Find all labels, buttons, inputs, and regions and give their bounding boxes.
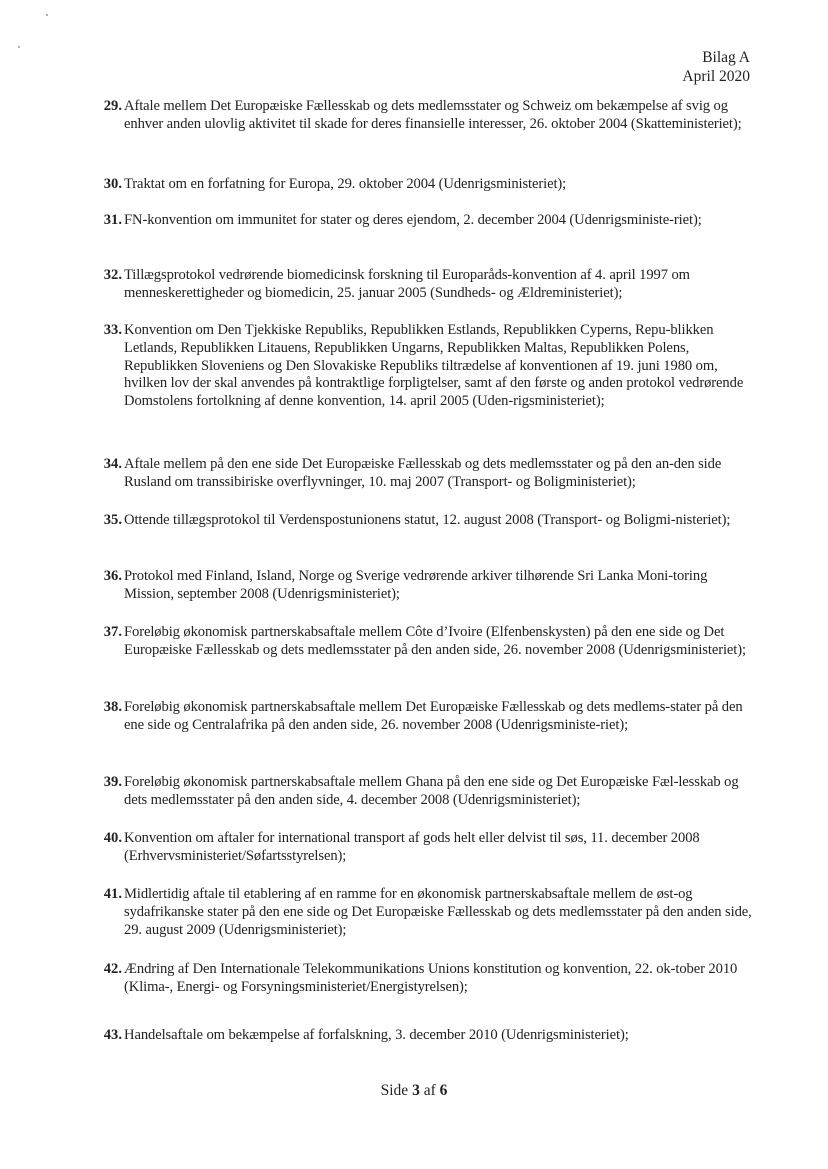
item-text: Handelsaftale om bekæmpelse af forfalskning, 3. december 2010 (Udenrigsministeriet);	[124, 1027, 629, 1043]
item-text: Ottende tillægsprotokol til Verdenspostunionens statut, 12. august 2008 (Transport- og Boligmi-nisteriet);	[124, 512, 731, 528]
item-number: 33.	[103, 322, 122, 338]
item-number: 35.	[103, 512, 122, 528]
item-text: Traktat om en forfatning for Europa, 29. oktober 2004 (Udenrigsministeriet);	[124, 176, 567, 192]
item-number: 34.	[103, 456, 122, 472]
list-item	[96, 624, 756, 660]
list-item	[96, 176, 756, 194]
item-text: Konvention om Den Tjekkiske Republiks, Republikken Estlands, Republikken Cyperns, Repu-blikken Letlands, Republikken Litauens, Republikken Ungarns, Republikken Maltas, Republikken Polens, Republikken Sloveniens og Den Slovakiske Republiks tiltrædelse af konventionen af 19. juni 1980 om, hvilken lov der skal anvendes på kontraktlige forpligtelser, samt af den første og anden protokol vedrørende Domstolens fortolkning af denne konvention, 14. april 2005 (Uden-rigsministeriet);	[124, 322, 744, 410]
item-text: Tillægsprotokol vedrørende biomedicinsk forskning til Europaråds-konvention af 4. april 1997 om menneskerettigheder og biomedicin, 25. januar 2005 (Sundheds- og Ældreministeriet);	[124, 267, 690, 301]
item-number: 32.	[103, 267, 122, 283]
page-header	[682, 48, 750, 86]
list-item	[96, 568, 756, 604]
page-separator: af	[419, 1082, 440, 1099]
item-number: 29.	[103, 98, 122, 114]
list-item	[96, 512, 756, 530]
list-item	[96, 267, 756, 303]
item-text: Protokol med Finland, Island, Norge og Sverige vedrørende arkiver tilhørende Sri Lanka Moni-toring Mission, september 2008 (Udenrigsministeriet);	[124, 568, 708, 602]
item-text: Foreløbig økonomisk partnerskabsaftale mellem Côte d’Ivoire (Elfenbenskysten) på den ene side og Det Europæiske Fællesskab og dets medlemsstater på den anden side, 26. november 2008 (Udenrigsministeriet);	[124, 624, 746, 658]
page-footer	[0, 1082, 828, 1100]
list-item	[96, 774, 756, 810]
list-item	[96, 1027, 756, 1045]
item-text: Foreløbig økonomisk partnerskabsaftale mellem Ghana på den ene side og Det Europæiske Fæl-lesskab og dets medlemsstater på den anden side, 4. december 2008 (Udenrigsministeriet);	[124, 774, 739, 808]
item-text: Konvention om aftaler for international transport af gods helt eller delvist til søs, 11. december 2008 (Erhvervsministeriet/Søfartsstyrelsen);	[124, 830, 700, 864]
item-text: Midlertidig aftale til etablering af en ramme for en økonomisk partnerskabsaftale mellem de øst-og sydafrikanske stater på den ene side og Det Europæiske Fællesskab og dets medlemsstater på den anden side, 29. august 2009 (Udenrigsministeriet);	[124, 886, 752, 938]
item-number: 40.	[103, 830, 122, 846]
item-number: 43.	[103, 1027, 122, 1043]
item-number: 30.	[103, 176, 122, 192]
item-text: Aftale mellem Det Europæiske Fællesskab og dets medlemsstater og Schweiz om bekæmpelse af svig og enhver anden ulovlig aktivitet til skade for deres finansielle interesser, 26. oktober 2004 (Skatteministeriet);	[124, 98, 742, 132]
item-text: Foreløbig økonomisk partnerskabsaftale mellem Det Europæiske Fællesskab og dets medlems-stater på den ene side og Centralafrika på den anden side, 26. november 2008 (Udenrigsministe-riet);	[124, 699, 743, 733]
item-number: 42.	[103, 961, 122, 977]
item-number: 41.	[103, 886, 122, 902]
page-prefix: Side	[380, 1082, 413, 1099]
list-item	[96, 456, 756, 492]
item-number: 36.	[103, 568, 122, 584]
list-item	[96, 830, 756, 866]
list-item	[96, 961, 756, 997]
page-current: 3	[412, 1082, 420, 1099]
item-number: 38.	[103, 699, 122, 715]
item-number: 39.	[103, 774, 122, 790]
page-total: 6	[439, 1082, 448, 1099]
list-item	[96, 98, 756, 134]
list-item	[96, 322, 756, 411]
list-item	[96, 212, 756, 230]
item-number: 31.	[103, 212, 122, 228]
appendix-label: Bilag A	[702, 49, 750, 66]
item-text: Ændring af Den Internationale Telekommunikations Unions konstitution og konvention, 22. ok-tober 2010 (Klima-, Energi- og Forsyningsministeriet/Energistyrelsen);	[124, 961, 738, 995]
item-text: Aftale mellem på den ene side Det Europæiske Fællesskab og dets medlemsstater og på den an-den side Rusland om transsibiriske overflyvninger, 10. maj 2007 (Transport- og Boligministeriet);	[124, 456, 722, 490]
item-number: 37.	[103, 624, 122, 640]
scan-speck	[18, 46, 20, 48]
scan-speck	[46, 14, 48, 16]
list-item	[96, 886, 756, 939]
list-item	[96, 699, 756, 735]
header-date: April 2020	[682, 68, 750, 85]
item-text: FN-konvention om immunitet for stater og deres ejendom, 2. december 2004 (Udenrigsministe-riet);	[124, 212, 702, 228]
